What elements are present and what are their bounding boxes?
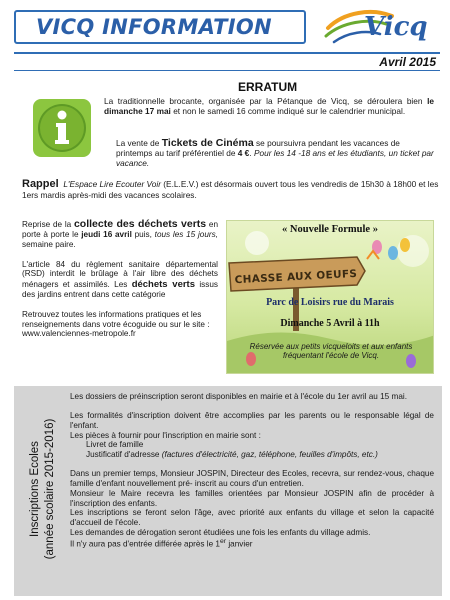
article-bold: déchets verts (131, 279, 195, 291)
dechets-date: jeudi 16 avril (81, 230, 132, 240)
inscriptions-p1: Les dossiers de préinscription seront disponibles en mairie et à l'école du 1er avril au 15 mai. (70, 392, 407, 401)
cinema-price: 4 € (237, 148, 250, 159)
inscriptions-p4: Dans un premier temps, Monsieur JOSPIN, Directeur des Ecoles, recevra, sur rendez-vous, chaque famille d'enfant nouvellement pré- inscrit au cours d'un entretien. (70, 469, 434, 488)
dechets-frequency: tous les 15 jours, (154, 230, 219, 240)
inscriptions-item2 (70, 450, 434, 460)
inscriptions-p6: Les inscriptions se feront selon l'âge, avec priorité aux enfants du village et selon la capacité d'accueil de l'école. (70, 508, 434, 528)
cinema-note: Pour les 14 -18 ans et les étudiants, un ticket par vacance. (116, 148, 434, 169)
left-column (22, 218, 218, 349)
rappel-heading: Rappel (22, 178, 59, 190)
website-link[interactable]: www.valenciennes-metropole.fr (22, 329, 136, 339)
erratum-date: le dimanche 17 mai (104, 96, 435, 116)
inscriptions-p8-b: janvier (228, 539, 253, 549)
retrouvez-text: Retrouvez toutes les informations pratiques et les renseignements dans votre écoguide ou sur le site : (22, 309, 210, 329)
dechets-text-d: semaine paire. (22, 240, 76, 250)
dechets-text-c: puis, (134, 230, 152, 240)
easter-note: Réservée aux petits vicqueloits et aux enfants fréquentant l'école de Vicq. (249, 342, 413, 361)
inscriptions-body (70, 392, 434, 550)
erratum-text-b: et non le samedi 16 comme indiqué sur le calendrier municipal. (173, 105, 406, 116)
rappel-text-b: les 1ers mardis après-midi des vacances scolaires. (22, 179, 439, 200)
inscriptions-p7: Les demandes de dérogation seront étudiées une fois les enfants du village admis. (70, 528, 371, 538)
cinema-heading: Tickets de Cinéma (161, 137, 254, 149)
inscriptions-rotated-title (28, 389, 58, 589)
top-rule (14, 52, 440, 54)
inscriptions-item1: Livret de famille (86, 440, 144, 450)
dechets-heading: collecte des déchets verts (73, 218, 207, 230)
article-paragraph (22, 260, 218, 300)
cinema-paragraph (116, 137, 434, 169)
inscriptions-side-title (20, 390, 66, 590)
easter-place: Parc de Loisirs rue du Marais (266, 297, 394, 308)
cinema-text-c: . (249, 148, 252, 159)
logo-text: Vicq (364, 12, 428, 42)
cinema-text-b: se poursuivra pendant les vacances de printemps au tarif préférentiel de (116, 138, 400, 159)
retrouvez-paragraph (22, 310, 218, 339)
issue-date: Avril 2015 (379, 55, 436, 69)
rappel-paragraph (22, 178, 440, 201)
easter-sign: CHASSE AUX OEUFS (234, 267, 358, 287)
erratum-paragraph (104, 97, 434, 117)
easter-hunt-panel (226, 220, 434, 374)
inscriptions-p2: Les formalités d'inscription doivent être accomplies par les parents ou le responsable légal de l'enfant. (70, 410, 434, 430)
inscriptions-item2-italic: (factures d'électricité, gaz, téléphone, feuilles d'impôts, etc.) (161, 450, 378, 460)
dechets-text-a: Reprise de la (22, 220, 72, 229)
vicq-logo (320, 6, 436, 48)
article-text-b: issus des jardins entrent dans cette catégorie (22, 280, 218, 300)
inscriptions-panel (14, 386, 442, 596)
erratum-text-a: La traditionnelle brocante, organisée par la Pétanque de Vicq, se déroulera bien (104, 96, 423, 106)
article-text-a: L'article 84 du règlement sanitaire départemental (RSD) interdit le brûlage à l'air libre des déchets ménagers et assimilés. Les (22, 259, 218, 290)
newsletter-title: VICQ INFORMATION (14, 10, 306, 44)
inscriptions-p3: Les pièces à fournir pour l'inscription en mairie sont : (70, 430, 261, 440)
rappel-text-a: (E.L.E.V.) est désormais ouvert tous les vendredis de 15h30 à 18h00 et (163, 179, 426, 189)
easter-header: « Nouvelle Formule » (282, 224, 378, 235)
dechets-text-b: en porte à porte le (22, 220, 219, 240)
bottom-rule (14, 70, 440, 71)
header (8, 6, 444, 48)
date-bar (14, 52, 440, 72)
inscriptions-p8-sup: er (220, 537, 227, 545)
rappel-venue: L'Espace Lire Ecouter Voir (63, 179, 161, 189)
easter-date: Dimanche 5 Avril à 11h (280, 318, 380, 329)
inscriptions-p5: Monsieur le Maire recevra les familles orientées par Monsieur JOSPIN afin de procéder à l'inscription des enfants. (70, 488, 434, 508)
inscriptions-title-line1: Inscriptions Ecoles (29, 441, 41, 537)
inscriptions-title-line2: (année scolaire 2015-2016) (44, 418, 56, 560)
inscriptions-p8 (70, 538, 434, 550)
inscriptions-item2-a: Justificatif d'adresse (86, 450, 160, 460)
cinema-text-a: La vente de (116, 138, 160, 148)
erratum-title: ERRATUM (238, 80, 298, 94)
info-icon (32, 98, 92, 158)
dechets-paragraph (22, 218, 218, 250)
inscriptions-p8-a: Il n'y aura pas d'entrée différée après le 1 (70, 539, 220, 549)
